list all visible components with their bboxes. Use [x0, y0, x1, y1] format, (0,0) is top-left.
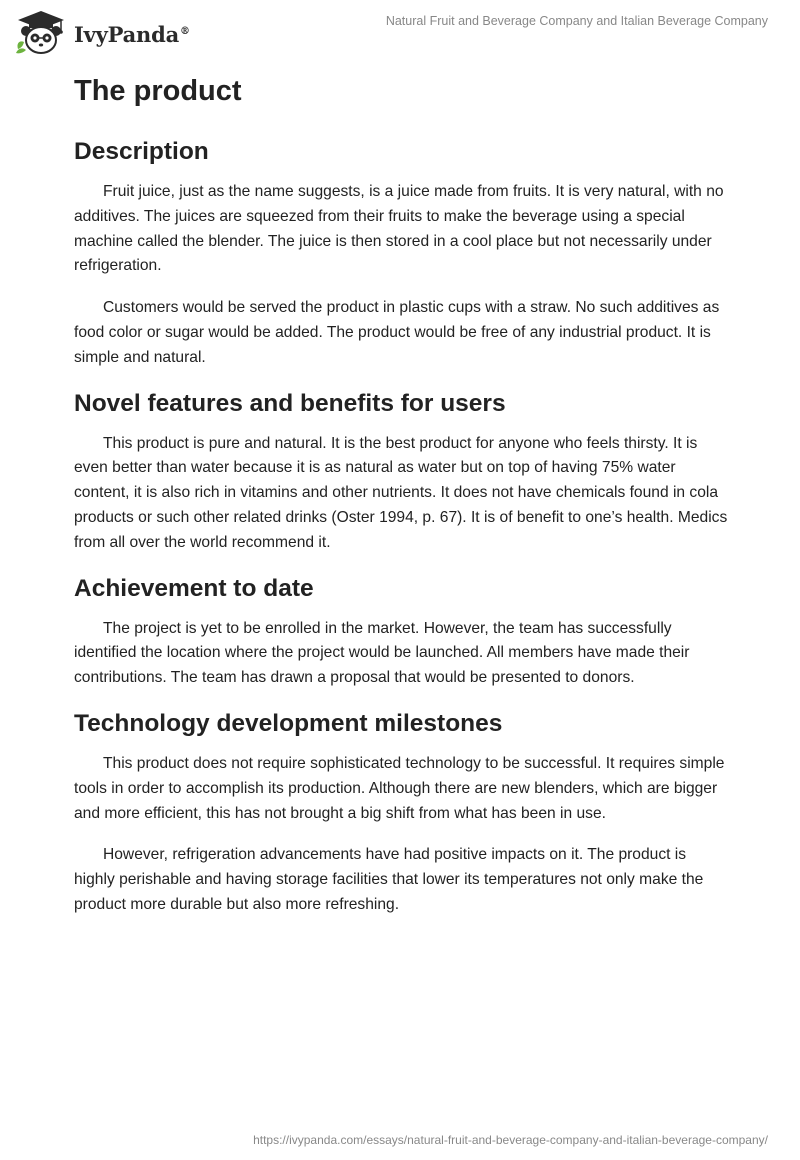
section-heading: Technology development milestones	[74, 709, 503, 737]
document-title: Natural Fruit and Beverage Company and Italian Beverage Company	[385, 14, 768, 28]
section-description	[74, 136, 729, 371]
brand-name: IvyPanda®	[74, 21, 190, 47]
section-achievement	[74, 573, 729, 691]
panda-graduate-icon	[14, 9, 68, 55]
paragraph: The project is yet to be enrolled in the market. However, the team has successfully identified the location where the project would be launched. All members have made their contributions. The team has drawn a proposal that would be presented to donors.	[74, 619, 690, 687]
section-heading: Description	[74, 138, 209, 165]
article-content	[74, 72, 729, 935]
paragraph: This product is pure and natural. It is the best product for anyone who feels thirsty. It is even better than water because it is as natural as water but on top of having 75% water content, it is also rich in vitamins and other nutrients. It does not have chemicals found in cola products or such other related drinks (Oster 1994, p. 67). It is of benefit to one’s health. Medics from all over the world recommend it.	[74, 434, 728, 551]
paragraph: Customers would be served the product in plastic cups with a straw. No such additives as food color or sugar would be added. The product would be free of any industrial product. It is simple and natural.	[74, 299, 720, 366]
section-novel-features	[74, 388, 729, 556]
section-heading: Novel features and benefits for users	[74, 389, 506, 417]
page-title: The product	[74, 75, 242, 107]
source-url[interactable]: https://ivypanda.com/essays/natural-fruit-and-beverage-company-and-italian-beverage-company/	[253, 1133, 768, 1147]
paragraph: Fruit juice, just as the name suggests, is a juice made from fruits. It is very natural, with no additives. The juices are squeezed from their fruits to make the beverage using a special machine called the blender. The juice is then stored in a cool place but not necessarily under refrigeration.	[74, 183, 724, 275]
ivypanda-logo[interactable]	[14, 9, 190, 55]
page-header	[0, 0, 800, 60]
registered-mark: ®	[180, 25, 190, 37]
section-heading: Achievement to date	[74, 574, 314, 602]
section-technology	[74, 708, 729, 918]
paragraph: However, refrigeration advancements have had positive impacts on it. The product is highly perishable and having storage facilities that lower its temperatures not only make the product more durable but also more refreshing.	[74, 846, 704, 913]
paragraph: This product does not require sophisticated technology to be successful. It requires simple tools in order to accomplish its production. Although there are new blenders, which are bigger and more efficient, this has not brought a big shift from what has been in use.	[74, 754, 725, 822]
